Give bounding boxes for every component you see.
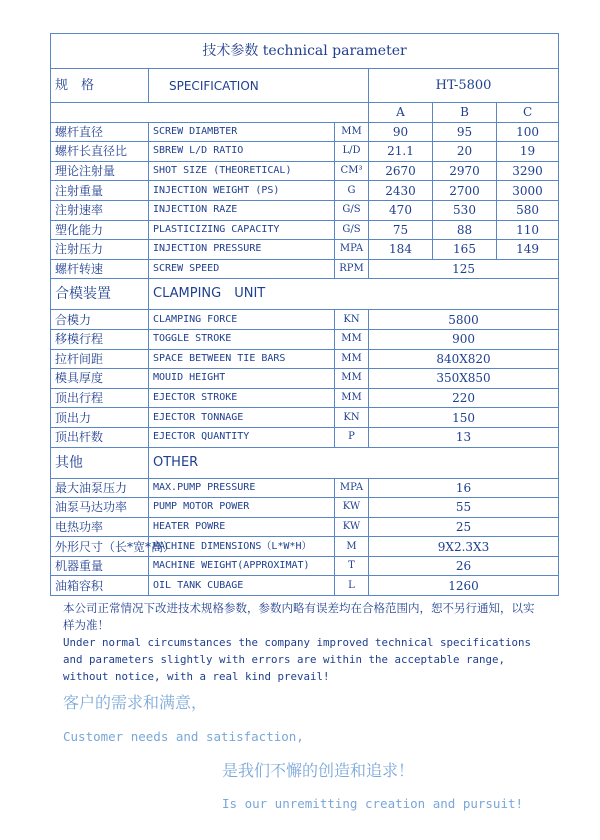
row-value-a: 2670 [369,161,433,181]
table-row [51,478,559,498]
row-value: 13 [369,427,559,447]
row-label-en: MAX.PUMP PRESSURE [149,478,335,498]
row-value-c: 580 [497,200,559,220]
row-label-cn: 油泵马达功率 [51,498,149,518]
row-unit: P [335,427,369,447]
table-row [51,369,559,389]
row-unit: KW [335,517,369,537]
row-value: 5800 [369,310,559,330]
row-unit: KN [335,310,369,330]
row-label-cn: 机器重量 [51,556,149,576]
row-label-cn: 油箱容积 [51,576,149,596]
row-unit: MM [335,388,369,408]
table-row [51,181,559,201]
other-title-cn: 其他 [51,447,149,478]
row-unit: MPA [335,478,369,498]
row-label-en: SBREW L/D RATIO [149,142,335,162]
notes [63,600,543,685]
row-label-en: INJECTION RAZE [149,200,335,220]
row-value-b: 530 [433,200,497,220]
row-value-a: 90 [369,122,433,142]
row-label-en: SCREW DIAMBTER [149,122,335,142]
row-label-en: INJECTION PRESSURE [149,240,335,260]
row-value: 55 [369,498,559,518]
table-title: 技术参数 technical parameter [51,34,559,69]
row-label-en: SCREW SPEED [149,259,335,279]
row-value: 150 [369,408,559,428]
row-value: 900 [369,329,559,349]
row-unit: G/S [335,200,369,220]
row-label-en: EJECTOR STROKE [149,388,335,408]
row-value-a: 470 [369,200,433,220]
row-unit: RPM [335,259,369,279]
table-row [51,200,559,220]
row-unit: KW [335,498,369,518]
clamping-title-en: CLAMPING UNIT [149,279,559,310]
col-b-header: B [433,103,497,123]
table-row [51,122,559,142]
table-row [51,498,559,518]
row-label-cn: 顶出力 [51,408,149,428]
row-unit: MPA [335,240,369,260]
table-row [51,517,559,537]
row-value-b: 88 [433,220,497,240]
row-label-en: OIL TANK CUBAGE [149,576,335,596]
row-label-en: PLASTICIZING CAPACITY [149,220,335,240]
row-value-c: 149 [497,240,559,260]
clamping-rows [51,310,559,447]
row-label-cn: 拉杆间距 [51,349,149,369]
table-row [51,142,559,162]
table-row [51,408,559,428]
row-unit: MM [335,369,369,389]
row-unit: KN [335,408,369,428]
table-row [51,220,559,240]
row-value: 220 [369,388,559,408]
spec-label-cn: 规 格 [51,69,149,103]
row-unit: L/D [335,142,369,162]
spec-blank [51,103,369,123]
row-unit: M [335,537,369,557]
slogan-en-2: Is our unremitting creation and pursuit! [222,796,524,811]
table-row [51,537,559,557]
col-c-header: C [497,103,559,123]
row-value-b: 165 [433,240,497,260]
row-label-cn: 最大油泵压力 [51,478,149,498]
row-label-cn: 注射压力 [51,240,149,260]
table-row [51,388,559,408]
row-value: 840X820 [369,349,559,369]
row-label-en: EJECTOR QUANTITY [149,427,335,447]
table-row [51,576,559,596]
other-rows [51,478,559,596]
row-value-a: 2430 [369,181,433,201]
row-value-b: 2970 [433,161,497,181]
table-row [51,427,559,447]
row-label-cn: 外形尺寸（长*宽*高） [51,537,149,557]
row-value-b: 95 [433,122,497,142]
row-label-cn: 螺杆直径 [51,122,149,142]
row-label-cn: 模具厚度 [51,369,149,389]
row-label-en: TOGGLE STROKE [149,329,335,349]
slogan-cn-2: 是我们不懈的创造和追求！ [222,761,415,780]
other-title-en: OTHER [149,447,559,478]
row-value: 9X2.3X3 [369,537,559,557]
row-value: 25 [369,517,559,537]
row-unit: MM [335,122,369,142]
row-label-en: SPACE BETWEEN TIE BARS [149,349,335,369]
row-unit: G/S [335,220,369,240]
table-row [51,349,559,369]
table-row [51,329,559,349]
row-label-en: PUMP MOTOR POWER [149,498,335,518]
row-value: 16 [369,478,559,498]
col-a-header: A [369,103,433,123]
clamping-title-cn: 合模装置 [51,279,149,310]
table-row [51,556,559,576]
row-value-c: 19 [497,142,559,162]
row-label-cn: 螺杆转速 [51,259,149,279]
row-label-cn: 注射重量 [51,181,149,201]
row-label-cn: 电热功率 [51,517,149,537]
row-label-en: MACHINE DIMENSIONS（L*W*H） [149,537,335,557]
row-value: 125 [369,259,559,279]
slogan-en-1: Customer needs and satisfaction, [63,729,304,744]
row-unit: MM [335,329,369,349]
row-value-c: 3000 [497,181,559,201]
note-cn: 本公司正常情况下改进技术规格参数，参数内略有误差均在合格范围内，恕不另行通知，以实样为准！ [63,601,535,632]
row-value-a: 184 [369,240,433,260]
row-value-c: 3290 [497,161,559,181]
row-unit: CM³ [335,161,369,181]
table-row [51,161,559,181]
row-value: 1260 [369,576,559,596]
row-label-en: SHOT SIZE (THEORETICAL) [149,161,335,181]
row-label-cn: 顶出行程 [51,388,149,408]
row-label-en: INJECTION WEIGHT (PS) [149,181,335,201]
row-label-en: CLAMPING FORCE [149,310,335,330]
spec-sheet [50,33,558,596]
row-value-b: 20 [433,142,497,162]
row-label-en: MACHINE WEIGHT(APPROXIMAT) [149,556,335,576]
row-label-cn: 顶出杆数 [51,427,149,447]
row-unit: L [335,576,369,596]
row-label-cn: 螺杆长直径比 [51,142,149,162]
row-value-c: 110 [497,220,559,240]
row-value-b: 2700 [433,181,497,201]
row-label-en: HEATER POWRE [149,517,335,537]
row-label-cn: 合模力 [51,310,149,330]
row-unit: T [335,556,369,576]
row-unit: MM [335,349,369,369]
row-label-cn: 移模行程 [51,329,149,349]
row-value: 26 [369,556,559,576]
table-row [51,310,559,330]
row-unit: G [335,181,369,201]
row-value: 350X850 [369,369,559,389]
parameter-table [50,33,559,596]
row-label-cn: 理论注射量 [51,161,149,181]
spec-label-en: SPECIFICATION [149,69,369,103]
row-value-a: 21.1 [369,142,433,162]
row-label-en: MOUID HEIGHT [149,369,335,389]
row-label-cn: 注射速率 [51,200,149,220]
note-en: Under normal circumstances the company improved technical specifications and parameters slightly with errors are within the acceptable range, without notice, with a real kind prevail! [63,636,532,683]
table-row [51,240,559,260]
row-label-en: EJECTOR TONNAGE [149,408,335,428]
injection-rows [51,122,559,259]
row-value-c: 100 [497,122,559,142]
model-name: HT-5800 [369,69,559,103]
row-value-a: 75 [369,220,433,240]
row-label-cn: 塑化能力 [51,220,149,240]
slogan-cn-1: 客户的需求和满意， [63,693,208,712]
